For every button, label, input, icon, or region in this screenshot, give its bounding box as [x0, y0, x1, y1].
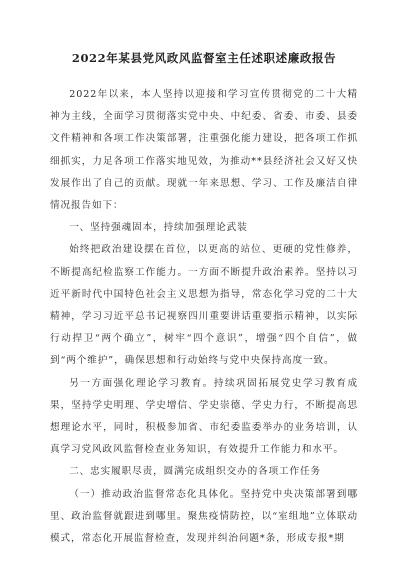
section2-heading: 二、忠实履职尽责，圆满完成组织交办的各项工作任务 [69, 466, 322, 478]
section2-paragraph-1: （一）推动政治监督常态化具体化。坚持党中央决策部署到哪里、政治监督就跟进到哪里。聚焦疫情防控，以“室组地”立体联动模式，常态化开展监督检查，发现并纠治问题*条，形成专报*期 [50, 488, 358, 545]
intro-paragraph: 2022年以来，本人坚持以迎接和学习宣传贯彻党的二十大精神为主线，全面学习贯彻落实党中央、中纪委、省委、市委、县委文件精神和各项工作决策部署，注重强化能力建设，把各项工作抓细抓实，力足各项工作落实地见效，为推动**县经济社会又好又快发展作出了自己的贡献。现就一年来思想、学习、工作及廉洁自律情况报告如下： [50, 89, 358, 212]
section1-paragraph-2: 另一方面强化理论学习教育。持续巩固拓展党史学习教育成果，坚持学史明理、学史增信、学史崇德、学史力行，不断提高思想理论水平，同时，积极参加省、市纪委监委举办的业务培训，认真学习党风政风监督检查业务知识，有效提升工作能力和水平。 [50, 377, 358, 456]
section1-heading: 一、坚持强魂固本，持续加强理论武装 [69, 222, 248, 234]
document-title: 2022年某县党风政风监督室主任述职述廉政报告 [71, 51, 337, 65]
section1-paragraph-1: 始终把政治建设摆在首位，以更高的站位、更硬的党性修养，不断提高纪检监察工作能力。一方面不断提升政治素养。坚持以习近平新时代中国特色社会主义思想为指导，常态化学习党的二十大精神，学习习近平总书记视察四川重要讲话重要指示精神，以实际行动捍卫“两个确立”，树牢“四个意识”，增强“四个自信”，做到“两个维护”，确保思想和行动始终与党中央保持高度一致。 [50, 244, 358, 367]
